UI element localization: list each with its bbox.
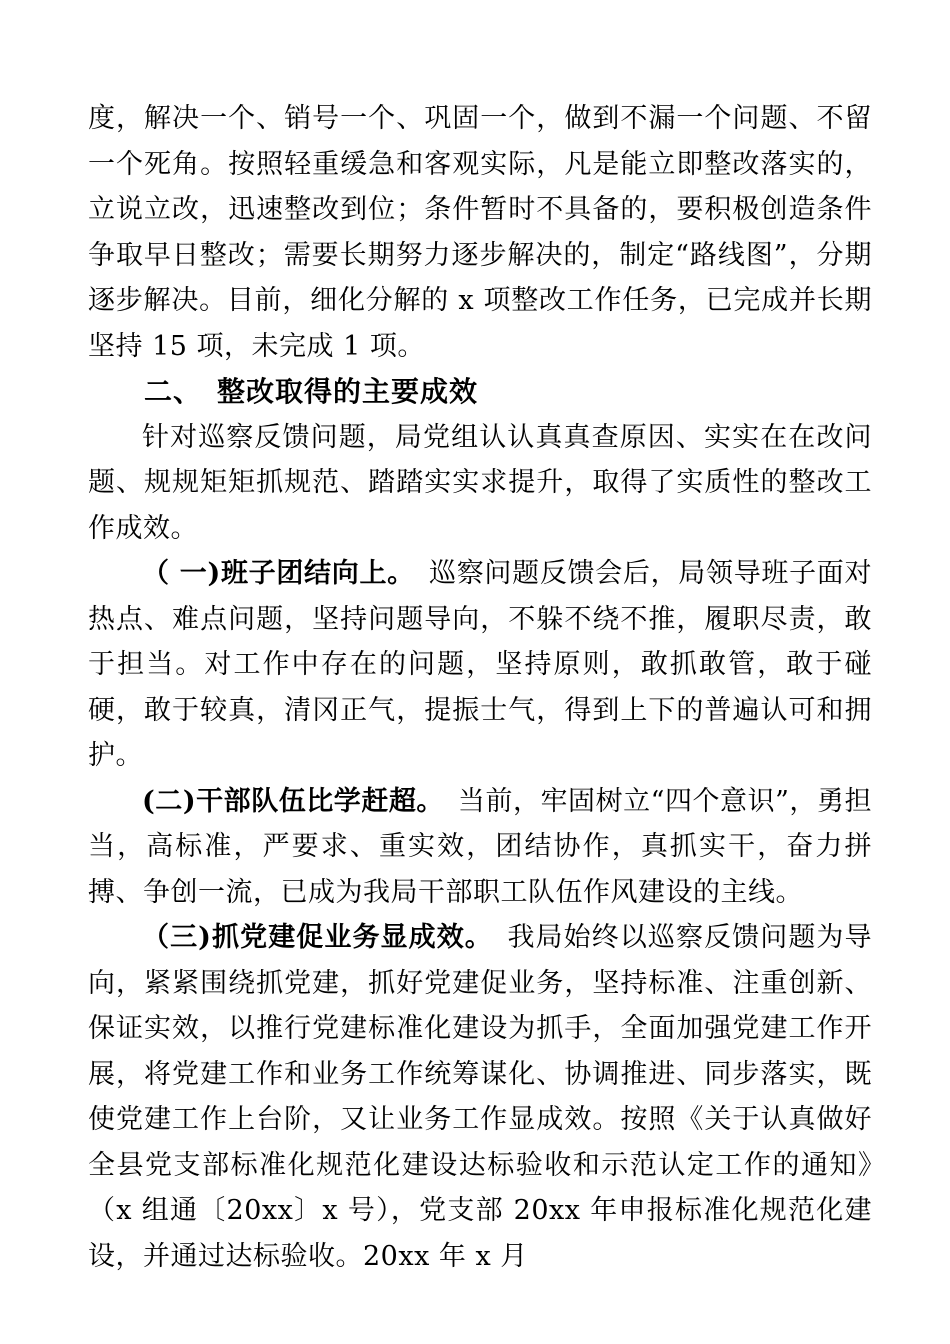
paragraph-text: 巡察问题反馈会后，局领导班子面对热点、难点问题，坚持问题导向，不躲不绕不推，履职尽责，敢于担当。对工作中存在的问题，坚持原则，敢抓敢管，敢于碰硬，敢于较真，清冈正气，提振士气，得到上下的普遍认可和拥护。 [88,558,872,771]
subheading-item-2: (二)干部队伍比学赶超。 [142,785,431,817]
paragraph-text: 度，解决一个、销号一个、巩固一个，做到不漏一个问题、不留一个死角。按照轻重缓急和客观实际，凡是能立即整改落实的，立说立改，迅速整改到位；条件暂时不具备的，要积极创造条件争取早日整改；需要长期努力逐步解决的，制定“路线图”，分期逐步解决。目前，细化分解的 x 项整改工作任务，已完成并长期坚持 15 项，未完成 1 项。 [88,103,872,362]
paragraph-text: 针对巡察反馈问题，局党组认认真真查原因、实实在在改问题、规规矩矩抓规范、踏踏实实求提升，取得了实质性的整改工作成效。 [88,421,872,544]
paragraph-achievements-intro [88,415,872,552]
paragraph-item-2-cadre-competition [88,779,872,916]
section-heading-main-achievements [88,369,872,415]
heading-text: 二、 整改取得的主要成效 [144,375,479,408]
subheading-item-3: （三)抓党建促业务显成效。 [142,922,480,953]
paragraph-item-1-team-unity [88,551,872,779]
paragraph-text: 我局始终以巡察反馈问题为导向，紧紧围绕抓党建，抓好党建促业务，坚持标准、注重创新、保证实效，以推行党建标准化建设为抓手，全面加强党建工作开展，将党建工作和业务工作统筹谋化、协调推进、同步落实，既使党建工作上台阶，又让业务工作显成效。按照《关于认真做好全县党支部标准化规范化建设达标验收和示范认定工作的通知》 （x 组通〔20xx〕x 号），党支部 20xx 年申报标准化规范化建设，并通过达标验收。20xx 年 x 月 [88,922,900,1272]
paragraph-text: 当前，牢固树立“四个意识”，勇担当，高标准，严要求、重实效，团结协作，真抓实干，奋力拼搏、争创一流，已成为我局干部职工队伍作风建设的主线。 [88,785,872,908]
subheading-item-1: （ 一)班子团结向上。 [142,558,402,589]
paragraph-item-3-party-building [88,915,900,1279]
paragraph-rectification-approach [88,96,872,369]
